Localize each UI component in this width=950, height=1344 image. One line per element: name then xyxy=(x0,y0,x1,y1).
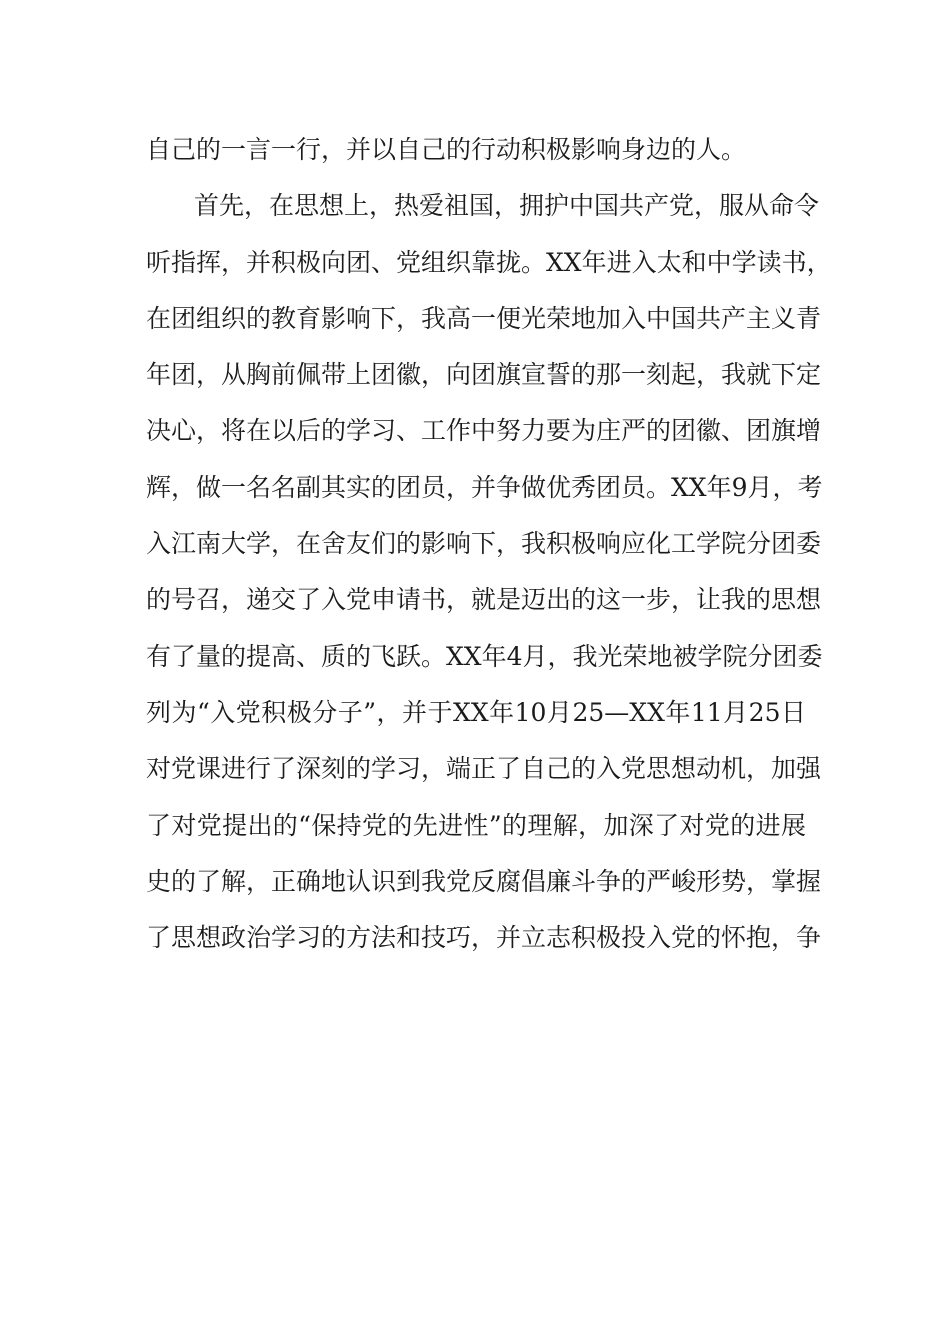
text-line: 了对党提出的“保持党的先进性”的理解，加深了对党的进展 xyxy=(146,810,806,840)
text-line: 了思想政治学习的方法和技巧，并立志积极投入党的怀抱，争 xyxy=(146,923,822,953)
paragraph-first-line: 首先，在思想上，热爱祖国，拥护中国共产党，服从命令 xyxy=(194,191,820,221)
text-line: 列为“入党积极分子”，并于XX年10月25—XX年11月25日 xyxy=(146,697,806,727)
text-line: 对党课进行了深刻的学习，端正了自己的入党思想动机，加强 xyxy=(146,754,822,784)
body-text xyxy=(146,128,832,972)
text-line: 听指挥，并积极向团、党组织靠拢。XX年进入太和中学读书， xyxy=(146,247,832,277)
text-line: 的号召，递交了入党申请书，就是迈出的这一步，让我的思想 xyxy=(146,585,822,615)
text-line: 入江南大学，在舍友们的影响下，我积极响应化工学院分团委 xyxy=(146,529,822,559)
text-line: 决心，将在以后的学习、工作中努力要为庄严的团徽、团旗增 xyxy=(146,416,822,446)
text-line: 自己的一言一行，并以自己的行动积极影响身边的人。 xyxy=(146,135,747,164)
text-line: 在团组织的教育影响下，我高一便光荣地加入中国共产主义青 xyxy=(146,303,822,333)
text-line: 年团，从胸前佩带上团徽，向团旗宣誓的那一刻起，我就下定 xyxy=(146,360,822,390)
text-line: 有了量的提高、质的飞跃。XX年4月，我光荣地被学院分团委 xyxy=(146,641,823,671)
text-line: 辉，做一名名副其实的团员，并争做优秀团员。XX年9月，考 xyxy=(146,472,823,502)
text-line: 史的了解，正确地认识到我党反腐倡廉斗争的严峻形势，掌握 xyxy=(146,866,822,896)
